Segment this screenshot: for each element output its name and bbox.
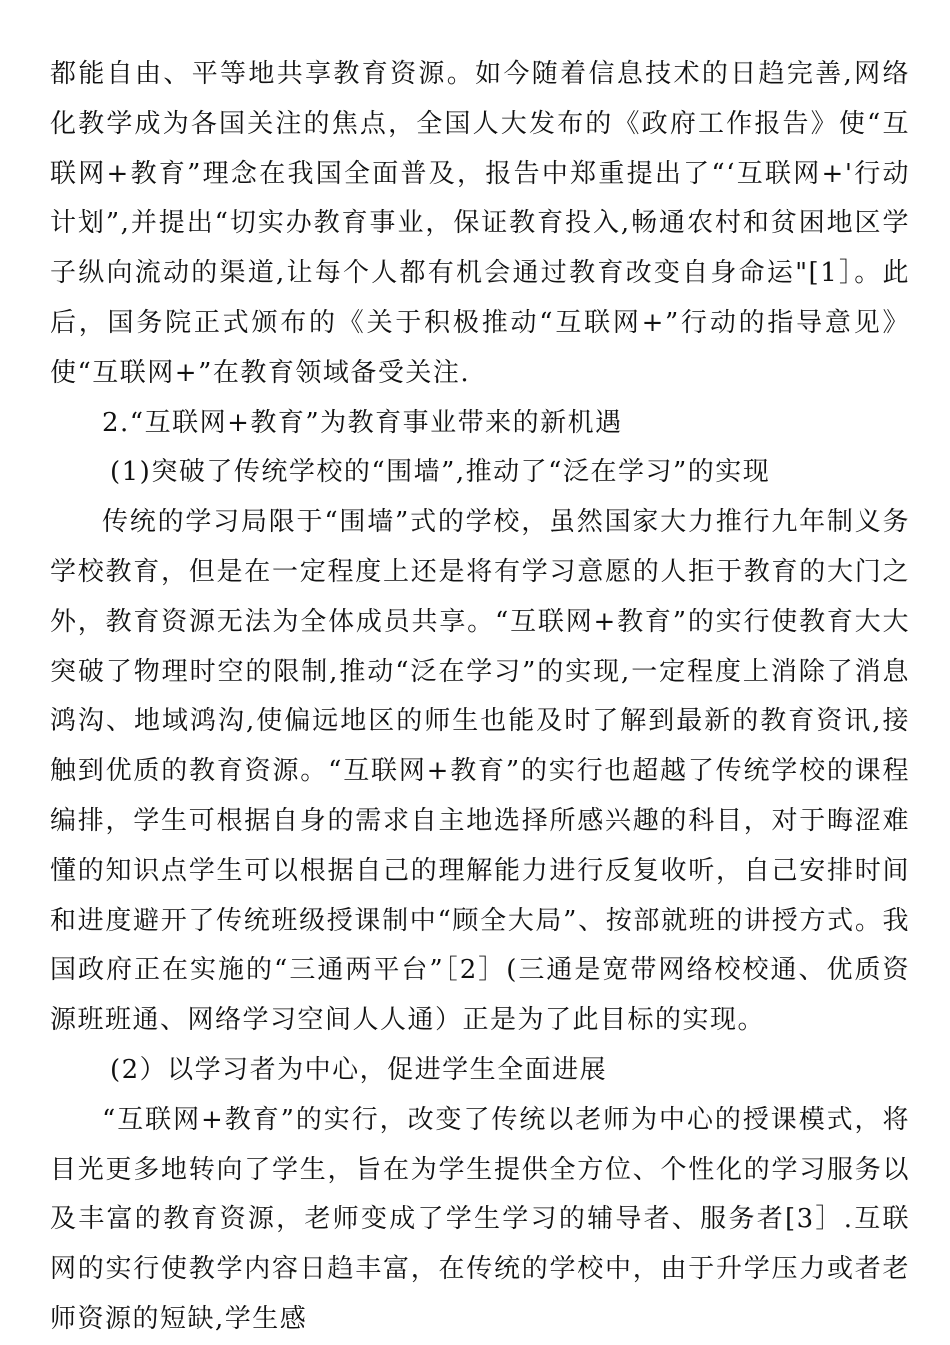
paragraph-intro: 都能自由、平等地共享教育资源。如今随着信息技术的日趋完善,网络化教学成为各国关注的焦点，全国人大发布的《政府工作报告》使“互联网+教育”理念在我国全面普及，报告中郑重提出了“‘互联网+'行动计划”,并提出“切实办教育事业，保证教育投入,畅通农村和贫困地区学子纵向流动的渠道,让每个人都有机会通过教育改变自身命运"[1］。此后，国务院正式颁布的《关于积极推动“互联网+”行动的指导意见》使“互联网+”在教育领域备受关注. (50, 59, 910, 388)
paragraph-learner-centered: “互联网+教育”的实行，改变了传统以老师为中心的授课模式，将目光更多地转向了学生，旨在为学生提供全方位、个性化的学习服务以及丰富的教育资源，老师变成了学生学习的辅导者、服务者[3］.互联网的实行使教学内容日趋丰富，在传统的学校中，由于升学压力或者老师资源的短缺,学生感 (50, 1104, 910, 1334)
document-page (50, 50, 910, 1345)
subsection-heading-2: (2）以学习者为中心，促进学生全面进展 (110, 1054, 608, 1085)
section-heading: 2.“互联网+教育”为教育事业带来的新机遇 (102, 407, 623, 438)
paragraph-ubiquitous-learning: 传统的学习局限于“围墙”式的学校，虽然国家大力推行九年制义务学校教育，但是在一定程度上还是将有学习意愿的人拒于教育的大门之外，教育资源无法为全体成员共享。“互联网+教育”的实行使教育大大突破了物理时空的限制,推动“泛在学习”的实现,一定程度上消除了消息鸿沟、地域鸿沟,使偏远地区的师生也能及时了解到最新的教育资讯,接触到优质的教育资源。“互联网+教育”的实行也超越了传统学校的课程编排，学生可根据自身的需求自主地选择所感兴趣的科目，对于晦涩难懂的知识点学生可以根据自己的理解能力进行反复收听，自己安排时间和进度避开了传统班级授课制中“顾全大局”、按部就班的讲授方式。我国政府正在实施的“三通两平台”［2］(三通是宽带网络校校通、优质资源班班通、网络学习空间人人通）正是为了此目标的实现。 (50, 507, 910, 1036)
subsection-heading-1: (1)突破了传统学校的“围墙”,推动了“泛在学习”的实现 (110, 457, 771, 488)
